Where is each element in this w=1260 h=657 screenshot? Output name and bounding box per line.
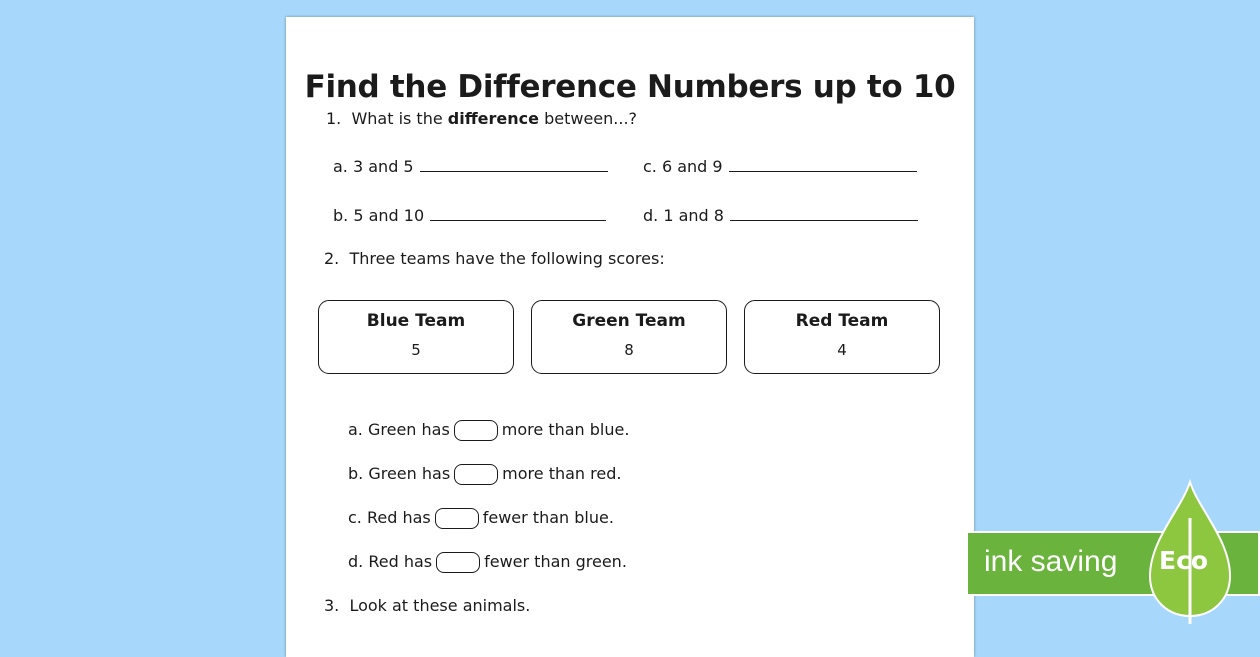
team-score: 4 (837, 341, 847, 359)
question-1-text-after: between...? (544, 109, 638, 128)
q1-item-b (333, 204, 606, 225)
answer-box[interactable] (435, 508, 479, 529)
team-name: Blue Team (366, 311, 466, 331)
question-2 (324, 249, 665, 268)
answer-box[interactable] (454, 420, 498, 441)
worksheet-title: Find the Difference Numbers up to 10 (304, 69, 956, 105)
statement-before: c. Red has (348, 508, 431, 527)
statement-before: d. Red has (348, 552, 433, 571)
answer-box[interactable] (454, 464, 498, 485)
q1-item-c-answer-line[interactable] (729, 155, 917, 172)
q1-item-b-answer-line[interactable] (430, 204, 606, 221)
team-score: 8 (624, 341, 634, 359)
q1-item-a (333, 155, 608, 176)
question-3 (324, 596, 530, 615)
q1-item-a-answer-line[interactable] (420, 155, 608, 172)
statement-after: more than blue. (501, 420, 630, 439)
question-1-number: 1. (326, 109, 342, 128)
q1-item-d-answer-line[interactable] (730, 204, 918, 221)
team-score: 5 (411, 341, 421, 359)
team-card-blue (318, 300, 514, 374)
question-3-text: Look at these animals. (349, 596, 531, 615)
q1-item-a-label: a. 3 and 5 (333, 157, 414, 176)
worksheet-page (286, 17, 974, 657)
statement-after: more than red. (502, 464, 622, 483)
answer-box[interactable] (436, 552, 480, 573)
question-2-number: 2. (324, 249, 340, 268)
question-2-text: Three teams have the following scores: (349, 249, 665, 268)
q1-item-c-label: c. 6 and 9 (643, 157, 723, 176)
q2-statement-c (348, 508, 614, 529)
q1-item-d (643, 204, 918, 225)
question-1-text-before: What is the (351, 109, 443, 128)
q1-item-c (643, 155, 917, 176)
question-1-bold-word: difference (447, 109, 539, 128)
eco-label: Eco (1159, 546, 1209, 575)
team-card-green (531, 300, 727, 374)
q2-statement-d (348, 552, 627, 573)
q1-item-b-label: b. 5 and 10 (333, 206, 425, 225)
question-3-number: 3. (324, 596, 340, 615)
q2-statement-b (348, 464, 621, 485)
q1-item-d-label: d. 1 and 8 (643, 206, 724, 225)
statement-before: b. Green has (348, 464, 451, 483)
statement-after: fewer than green. (484, 552, 627, 571)
team-name: Green Team (572, 311, 686, 331)
team-card-red (744, 300, 940, 374)
statement-before: a. Green has (348, 420, 450, 439)
question-1 (326, 109, 637, 128)
q2-statement-a (348, 420, 629, 441)
ink-saving-label: ink saving (984, 545, 1118, 578)
team-name: Red Team (795, 311, 889, 331)
statement-after: fewer than blue. (482, 508, 614, 527)
